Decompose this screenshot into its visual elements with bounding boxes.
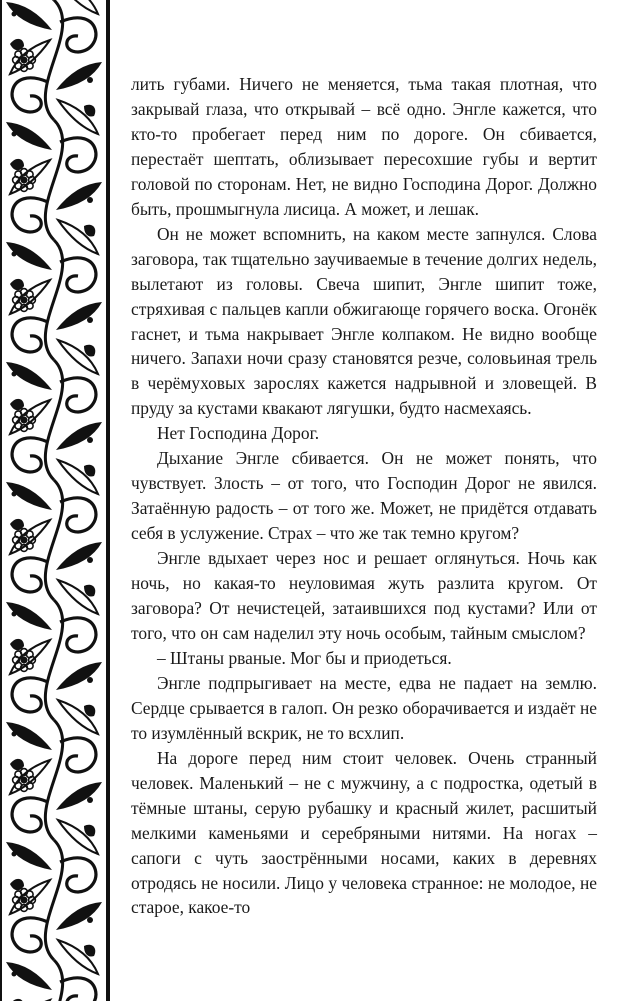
paragraph: Энгле подпрыгивает на месте, едва не падает на землю. Сердце срывается в галоп. Он резко оборачивается и издаёт не то изумлённый вскрик, не то всхлип. (131, 672, 597, 743)
book-text (131, 72, 597, 920)
paragraph: Дыхание Энгле сбивается. Он не может понять, что чувствует. Злость – от того, что Господин Дорог не явился. Затаённую радость – от того же. Может, не придётся отдавать себя в услужение. Страх – что же так темно кругом? (131, 448, 597, 544)
ornamental-border (0, 0, 112, 1001)
paragraph: Энгле вдыхает через нос и решает оглянуться. Ночь как ночь, но какая-то неуловимая жуть разлита кругом. От заговора? От нечистецей, затаившихся под кустами? Или от того, что он сам наделил эту ночь особым, тайным смыслом? (131, 548, 597, 643)
paragraph: – Штаны рваные. Мог бы и приодеться. (157, 647, 452, 668)
paragraph: На дороге перед ним стоит человек. Очень странный человек. Маленький – не с мужчину, а с подростка, одетый в тёмные штаны, серую рубашку и красный жилет, расшитый мелкими каменьями и серебряными нитями. На ногах – сапоги с чуть заострёнными носами, каких в деревнях отродясь не носили. Лицо у человека странное: не молодое, не старое, какое-то (131, 747, 597, 918)
paragraph: лить губами. Ничего не меняется, тьма такая плотная, что закрывай глаза, что открывай – всё одно. Энгле кажется, что кто-то пробегает перед ним по дороге. Он сбивается, перестаёт шептать, облизывает пересохшие губы и вертит головой по сторонам. Нет, не видно Господина Дорог. Должно быть, прошмыгнула лисица. А может, и лешак. (131, 74, 597, 219)
floral-ornament-graphic (0, 0, 112, 1001)
paragraph: Нет Господина Дорог. (157, 423, 320, 444)
paragraph: Он не может вспомнить, на каком месте запнулся. Слова заговора, так тщательно заучиваемые в течение долгих недель, вылетают из головы. Свеча шипит, Энгле шипит тоже, стряхивая с пальцев капли обжигающе горячего воска. Огонёк гаснет, и тьма накрывает Энгле колпаком. Не видно вообще ничего. Запахи ночи сразу становятся резче, соловьиная трель в черёмуховых зарослях кажется надрывной и зловещей. В пруду за кустами квакают лягушки, будто насмехаясь. (131, 223, 597, 419)
